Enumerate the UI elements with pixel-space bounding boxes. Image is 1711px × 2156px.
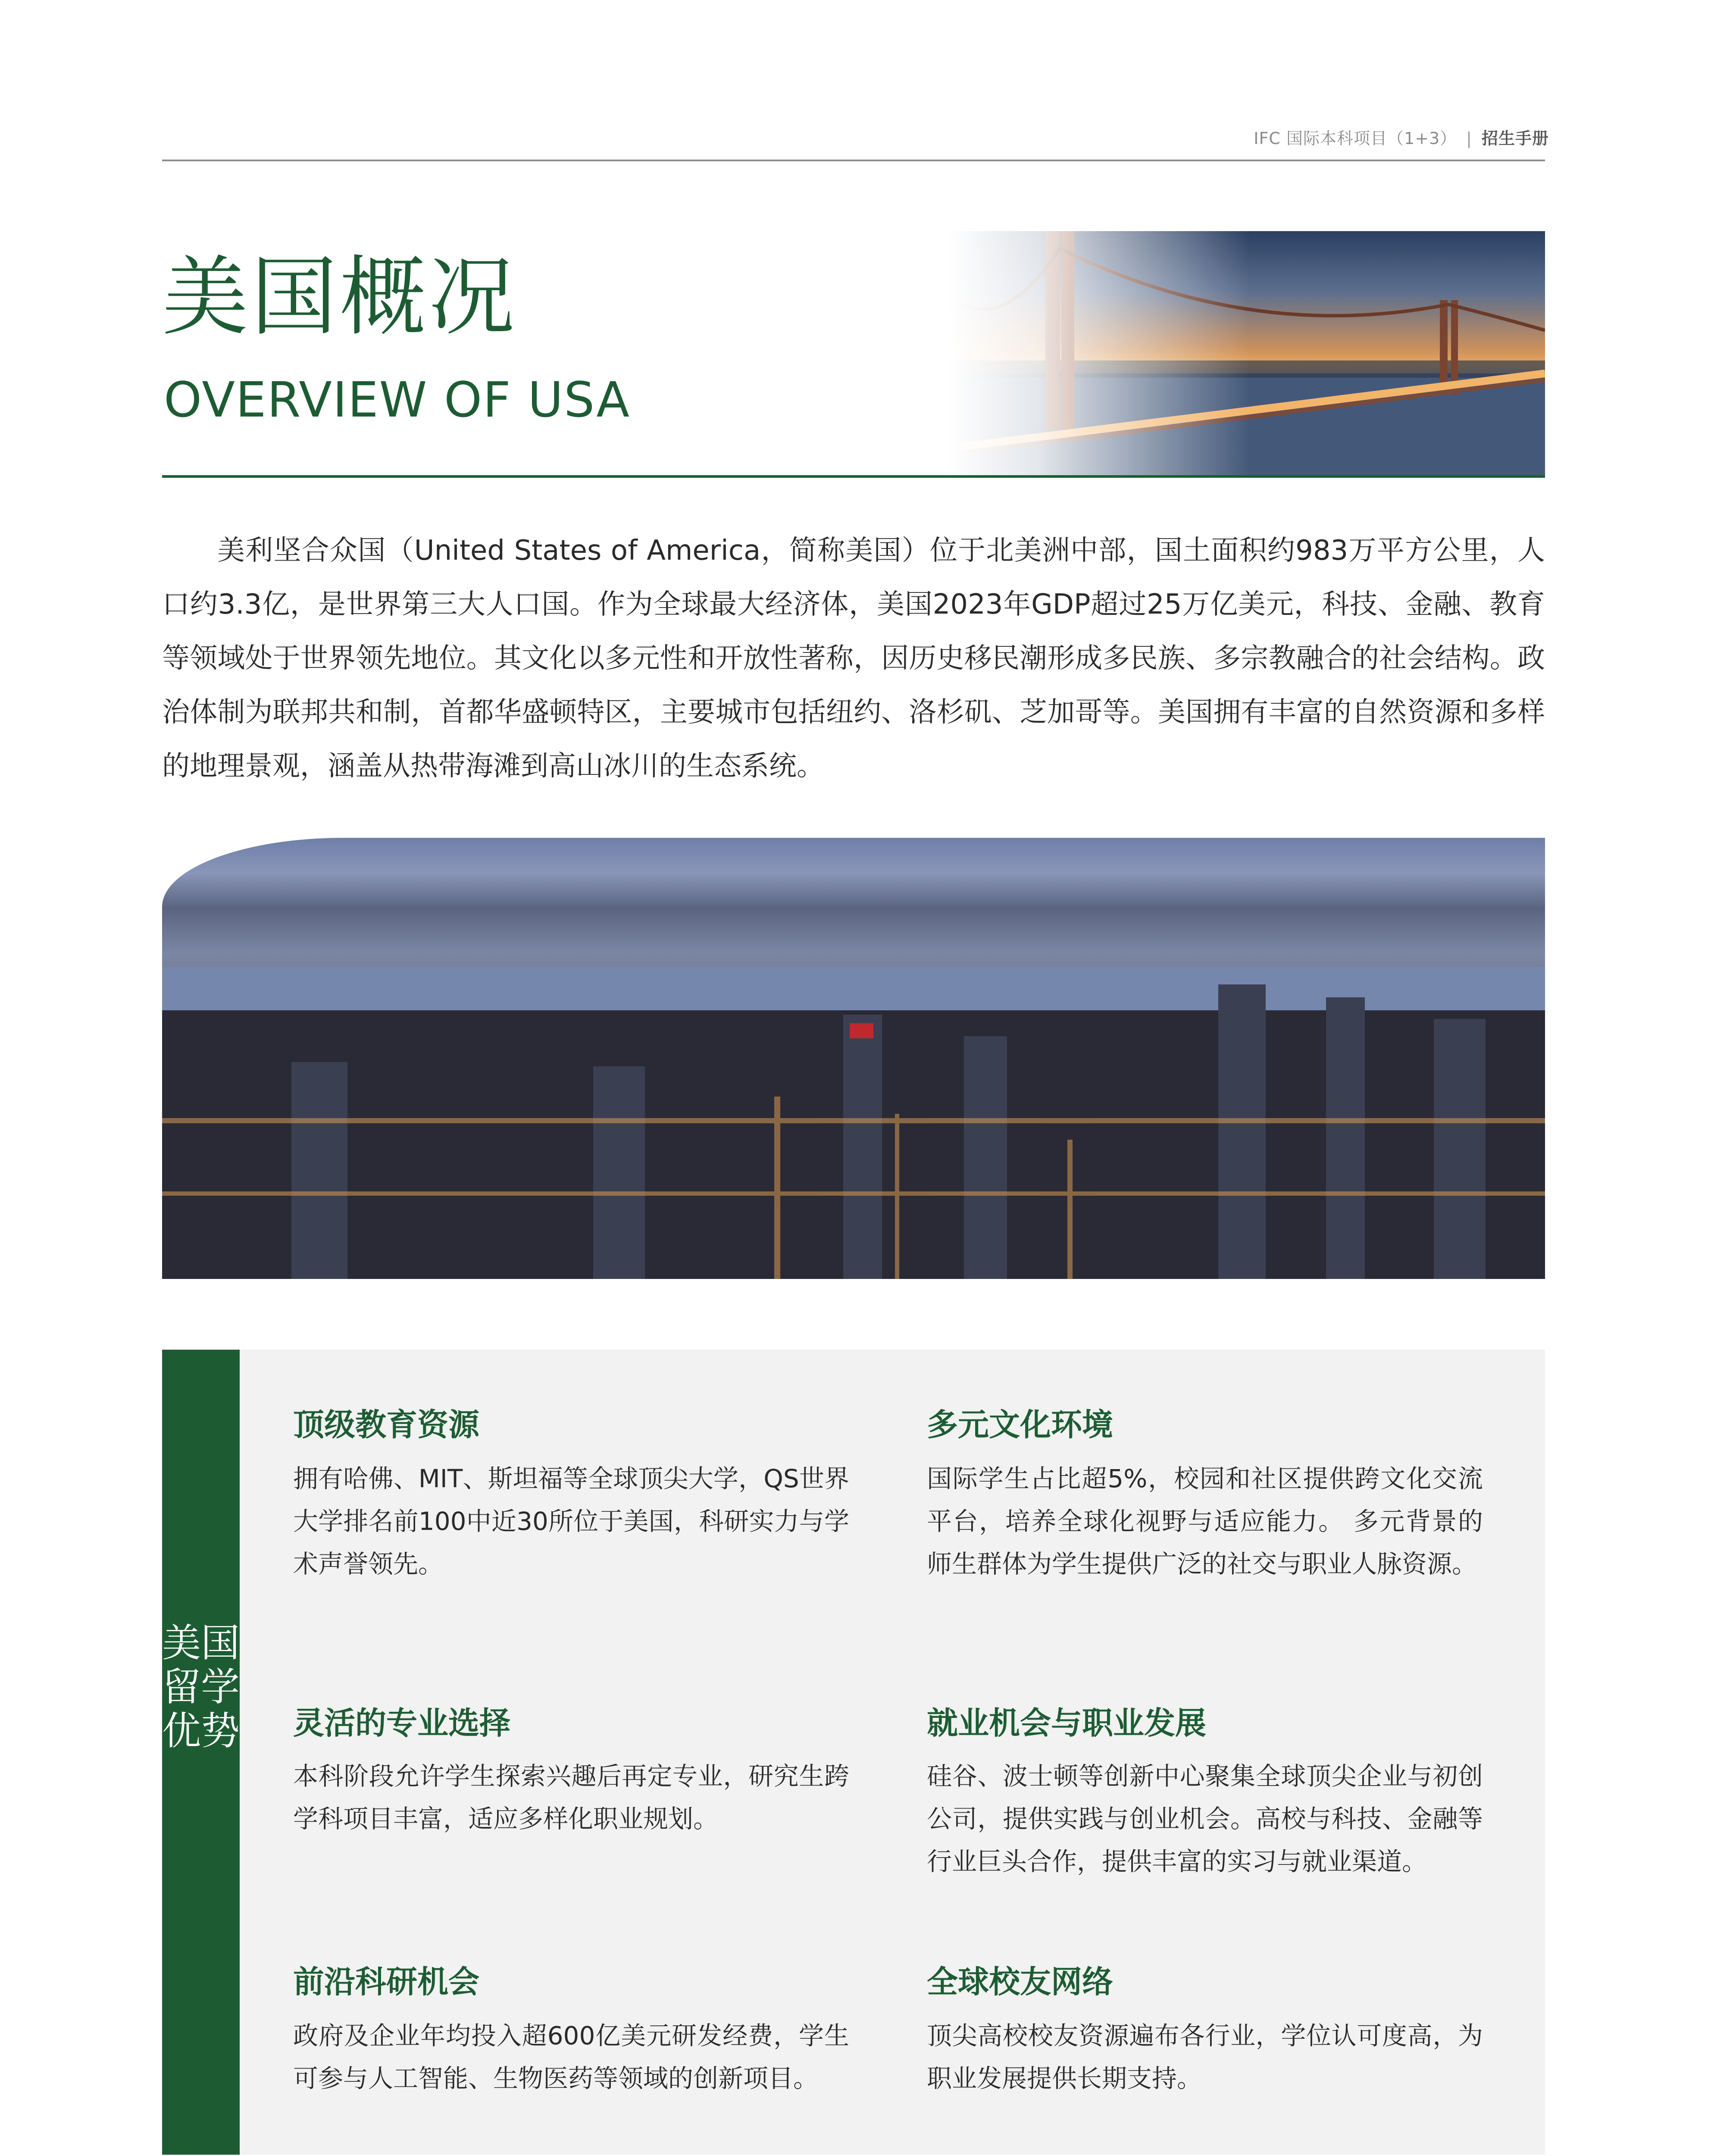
advantage-text: 国际学生占比超5%，校园和社区提供跨文化交流平台，培养全球化视野与适应能力。 多元背景的师生群体为学生提供广泛的社交与职业人脉资源。 (927, 1464, 1483, 1579)
advantage-text: 拥有哈佛、MIT、斯坦福等全球顶尖大学，QS世界大学排名前100中近30所位于美国，科研实力与学术声誉领先。 (293, 1464, 849, 1579)
new-york-skyline-photo (162, 838, 1545, 1279)
photo-fade-overlay (948, 231, 1250, 475)
advantage-title: 全球校友网络 (927, 1964, 1114, 2000)
advantage-title: 顶级教育资源 (293, 1407, 480, 1443)
advantages-side-label: 美国留学优势 (162, 1620, 240, 1754)
advantage-title: 灵活的专业选择 (293, 1705, 511, 1741)
advantage-title: 就业机会与职业发展 (927, 1705, 1207, 1741)
header-program: IFC 国际本科项目（1+3） (1254, 129, 1457, 148)
header-doc-title: 招生手册 (1481, 129, 1549, 148)
advantage-text: 硅谷、波士顿等创新中心聚集全球顶尖企业与初创公司，提供实践与创业机会。高校与科技、金融等行业巨头合作，提供丰富的实习与就业渠道。 (927, 1761, 1483, 1876)
advantage-text: 顶尖高校校友资源遍布各行业，学位认可度高，为职业发展提供长期支持。 (927, 2021, 1483, 2093)
advantage-text: 本科阶段允许学生探索兴趣后再定专业，研究生跨学科项目丰富，适应多样化职业规划。 (293, 1761, 849, 1833)
advantage-title: 多元文化环境 (927, 1407, 1114, 1443)
page-title: 美国概况 (162, 247, 518, 348)
title-divider (162, 475, 1545, 478)
running-header (1254, 125, 1549, 149)
intro-paragraph: 美利坚合众国（United States of America，简称美国）位于北美洲中部，国土面积约983万平方公里，人口约3.3亿，是世界第三大人口国。作为全球最大经济体，美国2023年GDP超过25万亿美元，科技、金融、教育等领域处于世界领先地位。其文化以多元性和开放性著称，因历史移民潮形成多民族、多宗教融合的社会结构。政治体制为联邦共和制，首都华盛顿特区，主要城市包括纽约、洛杉矶、芝加哥等。美国拥有丰富的自然资源和多样的地理景观，涵盖从热带海滩到高山冰川的生态系统。 (162, 535, 1545, 782)
header-divider (162, 160, 1545, 161)
advantage-text: 政府及企业年均投入超600亿美元研发经费，学生可参与人工智能、生物医药等领域的创新项目。 (293, 2021, 849, 2093)
page-subtitle: OVERVIEW OF USA (164, 372, 630, 428)
advantage-title: 前沿科研机会 (293, 1964, 480, 2000)
header-separator: | (1466, 129, 1472, 148)
